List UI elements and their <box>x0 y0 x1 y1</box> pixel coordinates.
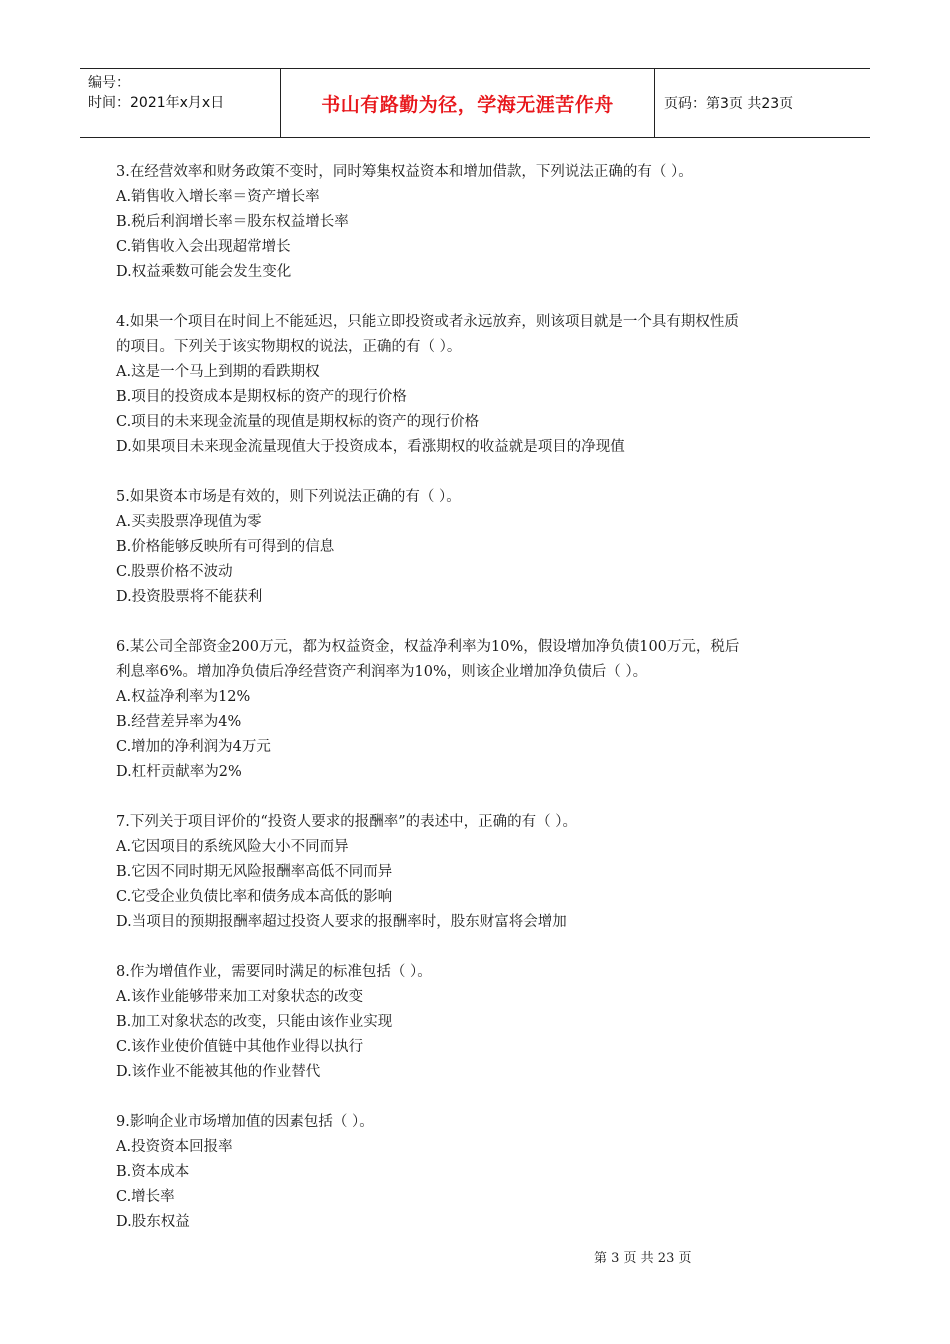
option-c: C.销售收入会出现超常增长 <box>116 239 291 255</box>
option-c: C.股票价格不波动 <box>116 564 233 580</box>
question-stem: 9.影响企业市场增加值的因素包括（ ）。 <box>116 1114 374 1130</box>
option-d: D.股东权益 <box>116 1214 190 1230</box>
question-stem: 5.如果资本市场是有效的，则下列说法正确的有（ ）。 <box>116 489 461 505</box>
option-a: A.买卖股票净现值为零 <box>116 514 262 530</box>
option-a: A.权益净利率为12% <box>116 689 251 705</box>
option-b: B.它因不同时期无风险报酬率高低不同而异 <box>116 864 393 880</box>
option-b: B.税后利润增长率＝股东权益增长率 <box>116 214 349 230</box>
header-page-info: 页码：第3页 共23页 <box>664 96 794 112</box>
document-date: 时间：2021年x月x日 <box>88 95 225 111</box>
option-a: A.这是一个马上到期的看跌期权 <box>116 364 320 380</box>
question-stem: 7.下列关于项目评价的“投资人要求的报酬率”的表述中，正确的有（ ）。 <box>116 814 578 830</box>
question-stem-continued: 利息率6%。增加净负债后净经营资产利润率为10%，则该企业增加净负债后（ ）。 <box>116 664 648 680</box>
option-d: D.该作业不能被其他的作业替代 <box>116 1064 321 1080</box>
question-stem: 4.如果一个项目在时间上不能延迟，只能立即投资或者永远放弃，则该项目就是一个具有期权性质 <box>116 314 739 330</box>
question-list <box>116 160 838 1260</box>
page-header <box>80 68 870 138</box>
option-a: A.投资资本回报率 <box>116 1139 233 1155</box>
option-c: C.该作业使价值链中其他作业得以执行 <box>116 1039 364 1055</box>
question-stem: 8.作为增值作业，需要同时满足的标准包括（ ）。 <box>116 964 432 980</box>
option-d: D.权益乘数可能会发生变化 <box>116 264 292 280</box>
header-motto: 书山有路勤为径，学海无涯苦作舟 <box>281 69 655 137</box>
option-b: B.项目的投资成本是期权标的资产的现行价格 <box>116 389 407 405</box>
option-c: C.增长率 <box>116 1189 175 1205</box>
question-8 <box>116 960 838 1085</box>
option-a: A.该作业能够带来加工对象状态的改变 <box>116 989 364 1005</box>
option-d: D.如果项目未来现金流量现值大于投资成本，看涨期权的收益就是项目的净现值 <box>116 439 625 455</box>
question-5 <box>116 485 838 610</box>
option-c: C.项目的未来现金流量的现值是期权标的资产的现行价格 <box>116 414 480 430</box>
question-stem: 6.某公司全部资金200万元，都为权益资金，权益净利率为10%，假设增加净负债100万元，税后 <box>116 639 740 655</box>
page-footer: 第 3 页 共 23 页 <box>594 1251 692 1266</box>
option-c: C.它受企业负债比率和债务成本高低的影响 <box>116 889 393 905</box>
option-b: B.价格能够反映所有可得到的信息 <box>116 539 335 555</box>
option-d: D.杠杆贡献率为2% <box>116 764 242 780</box>
question-stem: 3.在经营效率和财务政策不变时，同时筹集权益资本和增加借款，下列说法正确的有（ ）。 <box>116 164 693 180</box>
question-9 <box>116 1110 838 1235</box>
option-c: C.增加的净利润为4万元 <box>116 739 271 755</box>
question-7 <box>116 810 838 935</box>
option-a: A.销售收入增长率＝资产增长率 <box>116 189 320 205</box>
question-stem-continued: 的项目。下列关于该实物期权的说法，正确的有（ ）。 <box>116 339 462 355</box>
option-a: A.它因项目的系统风险大小不同而异 <box>116 839 349 855</box>
option-d: D.当项目的预期报酬率超过投资人要求的报酬率时，股东财富将会增加 <box>116 914 567 930</box>
option-d: D.投资股票将不能获利 <box>116 589 263 605</box>
header-meta <box>80 69 281 137</box>
question-4 <box>116 310 838 460</box>
document-number: 编号： <box>88 75 130 91</box>
option-b: B.加工对象状态的改变，只能由该作业实现 <box>116 1014 393 1030</box>
question-6 <box>116 635 838 785</box>
option-b: B.经营差异率为4% <box>116 714 242 730</box>
question-3 <box>116 160 838 285</box>
option-b: B.资本成本 <box>116 1164 190 1180</box>
